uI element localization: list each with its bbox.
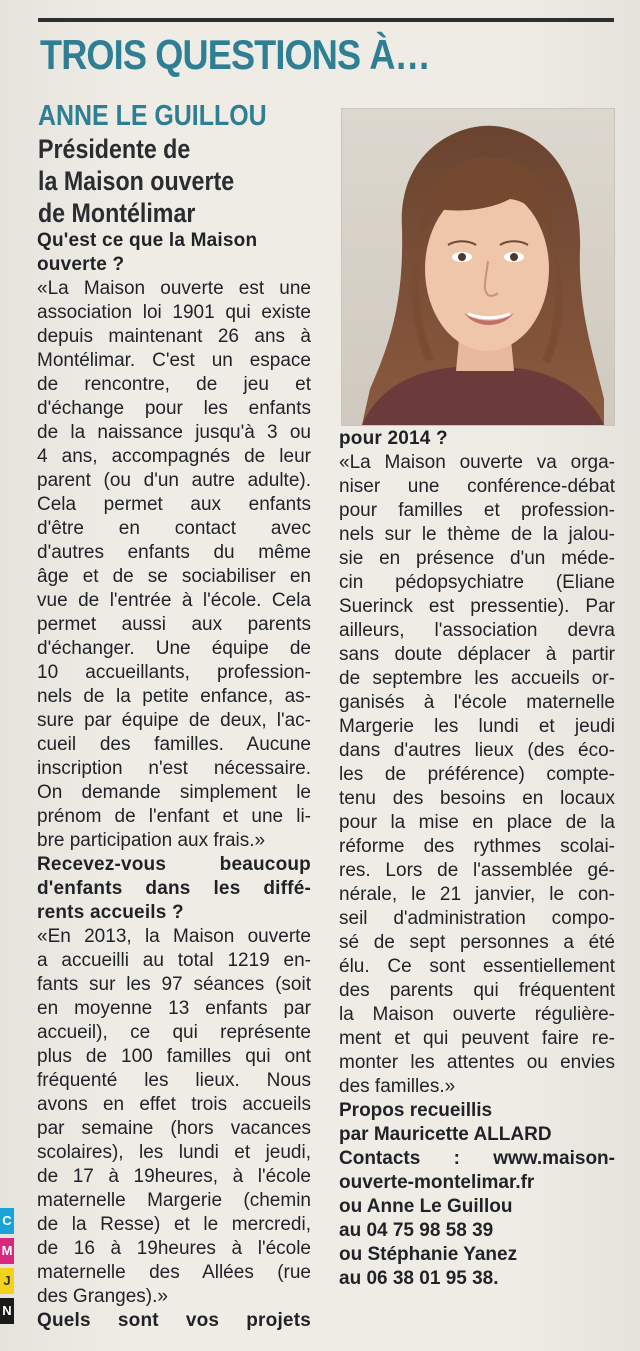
answer-line: Cela permet aux enfants (37, 494, 311, 515)
answer-line: des parents qui fréquentent (339, 980, 615, 1001)
answer-line: de septembre les accueils or- (339, 668, 615, 689)
answer-line: par semaine (hors vacances (37, 1118, 311, 1139)
answer-line: vue de l'entrée à l'école. Cela (37, 590, 311, 611)
answer-line: maternelle des Allées (rue (37, 1262, 311, 1283)
answer-line: association loi 1901 qui existe (37, 302, 311, 323)
answer-line: ment et qui peuvent faire re- (339, 1028, 615, 1049)
question-line: pour 2014 ? (339, 428, 448, 449)
answer-line: plus de 100 familles qui ont (37, 1046, 311, 1067)
answer-line: monter les attentes ou envies (339, 1052, 615, 1073)
question-line: Qu'est ce que la Maison (37, 230, 258, 251)
role-line: la Maison ouverte (38, 166, 235, 196)
answer-line: élu. Ce sont essentiellement (339, 956, 615, 977)
answer-line: 4 ans, accompagnés de leur (37, 446, 311, 467)
answer-line: a accueilli au total 1219 en- (37, 950, 311, 971)
answer-line: les de préférence) compte- (339, 764, 615, 785)
print-color-strip (0, 1208, 14, 1328)
cyan-mark: C (0, 1208, 14, 1234)
answer-line: sie en présence d'un méde- (339, 548, 615, 569)
question-line: ouverte ? (37, 254, 125, 275)
question-line: Recevez-vous beaucoup (37, 854, 311, 875)
answer-line: d'échanger. Une équipe de (37, 638, 311, 659)
answer-line: accueil), ce qui représente (37, 1022, 311, 1043)
answer-line: dans d'autres lieux (des éco- (339, 740, 615, 761)
byline-line: Propos recueillis (339, 1100, 493, 1121)
answer-line: des Granges).» (37, 1286, 168, 1307)
answer-2 (37, 925, 311, 1309)
answer-line: tenu des besoins en locaux (339, 788, 615, 809)
right-column (339, 427, 615, 1291)
answer-line: ganisés à l'école maternelle (339, 692, 615, 713)
portrait-illustration (342, 109, 614, 425)
answer-line: permet aussi aux parents (37, 614, 311, 635)
question-2 (37, 853, 311, 925)
role-line: de Montélimar (38, 198, 196, 228)
contacts-line: ou Stéphanie Yanez (339, 1244, 518, 1265)
answer-line: seil d'administration compo- (339, 908, 615, 929)
answer-line: âge et de se sociabiliser en (37, 566, 311, 587)
answer-line: de rencontre, de jeu et (37, 374, 311, 395)
byline-line: par Mauricette ALLARD (339, 1124, 552, 1145)
answer-line: Margerie les lundi et jeudi (339, 716, 615, 737)
answer-line: d'échange pour les enfants (37, 398, 311, 419)
question-1 (37, 229, 311, 277)
byline (339, 1099, 615, 1147)
answer-line: «La Maison ouverte va orga- (339, 452, 615, 473)
answer-line: de 17 à 19heures, à l'école (37, 1166, 311, 1187)
answer-line: nels de la petite enfance, as- (37, 686, 311, 707)
answer-line: «En 2013, la Maison ouverte (37, 926, 311, 947)
contacts-phone: au 04 75 98 58 39 (339, 1220, 494, 1241)
answer-line: res. Lors de l'assemblée gé- (339, 860, 615, 881)
contacts-line: Contacts : www.maison- (339, 1148, 615, 1169)
question-line: Quels sont vos projets (37, 1310, 311, 1331)
question-line: rents accueils ? (37, 902, 184, 923)
contacts-line: ou Anne Le Guillou (339, 1196, 513, 1217)
answer-line: avons en effet trois accueils (37, 1094, 311, 1115)
answer-line: de 16 à 19heures à l'école (37, 1238, 311, 1259)
answer-line: pour la mise en place de la (339, 812, 615, 833)
answer-line: nels sur le thème de la jalou- (339, 524, 615, 545)
answer-line: fants sur les 97 séances (soit (37, 974, 311, 995)
answer-line: nérale, le 21 janvier, le con- (339, 884, 615, 905)
answer-line: prénom de l'enfant et une li- (37, 806, 311, 827)
answer-line: On demande simplement le (37, 782, 311, 803)
answer-3 (339, 451, 615, 1099)
answer-line: bre participation aux frais.» (37, 830, 266, 851)
answer-line: de la Resse) et le mercredi, (37, 1214, 311, 1235)
answer-line: cin pédopsychiatre (Eliane (339, 572, 615, 593)
answer-line: la Maison ouverte régulière- (339, 1004, 615, 1025)
answer-line: fréquenté les lieux. Nous (37, 1070, 311, 1091)
question-3-continued (339, 427, 615, 451)
answer-line: ailleurs, l'association devra (339, 620, 615, 641)
role-line: Présidente de (38, 134, 191, 164)
answer-line: d'autres enfants du même (37, 542, 311, 563)
contacts-block (339, 1147, 615, 1291)
question-line: d'enfants dans les diffé- (37, 878, 311, 899)
black-mark: N (0, 1298, 14, 1324)
contacts-phone: au 06 38 01 95 38. (339, 1268, 499, 1289)
answer-line: Suerinck est pressentie). Par (339, 596, 615, 617)
magenta-mark: M (0, 1238, 14, 1264)
answer-line: «La Maison ouverte est une (37, 278, 311, 299)
answer-line: pour familles et profession- (339, 500, 615, 521)
question-3 (37, 1309, 311, 1333)
answer-line: scolaires), les lundi et jeudi, (37, 1142, 311, 1163)
answer-line: réforme des rythmes scolai- (339, 836, 615, 857)
answer-line: depuis maintenant 26 ans à (37, 326, 311, 347)
contacts-website: ouverte-montelimar.fr (339, 1172, 535, 1193)
left-column (37, 229, 311, 1333)
interviewee-role (38, 133, 296, 229)
answer-line: sans doute déplacer à partir (339, 644, 615, 665)
answer-line: d'être en contact avec (37, 518, 311, 539)
answer-line: cueil des familles. Aucune (37, 734, 311, 755)
yellow-mark: J (0, 1268, 14, 1294)
interviewee-name: ANNE LE GUILLOU (38, 100, 267, 132)
answer-line: parent (ou d'un autre adulte). (37, 470, 311, 491)
answer-line: sé de sept personnes a été (339, 932, 615, 953)
answer-line: sure par équipe de deux, l'ac- (37, 710, 311, 731)
answer-line: de la naissance jusqu'à 3 ou (37, 422, 311, 443)
answer-line: en moyenne 13 enfants par (37, 998, 311, 1019)
answer-line: des familles.» (339, 1076, 456, 1097)
answer-line: 10 accueillants, profession- (37, 662, 311, 683)
portrait-photo (341, 108, 615, 426)
section-title: TROIS QUESTIONS À… (40, 31, 430, 78)
answer-1 (37, 277, 311, 853)
answer-line: Montélimar. C'est un espace (37, 350, 311, 371)
answer-line: maternelle Margerie (chemin (37, 1190, 311, 1211)
answer-line: inscription n'est nécessaire. (37, 758, 311, 779)
answer-line: niser une conférence-débat (339, 476, 615, 497)
top-rule (38, 18, 614, 22)
